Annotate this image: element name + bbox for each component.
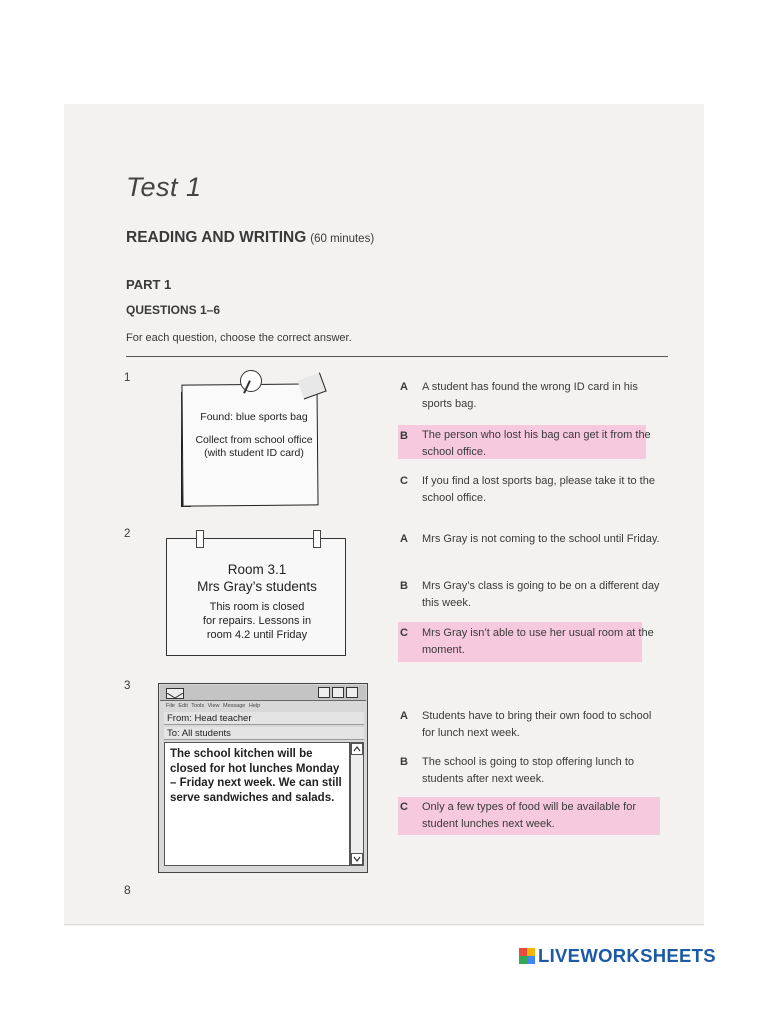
part-heading: PART 1: [126, 277, 172, 292]
option-text[interactable]: Mrs Gray is not coming to the school until Friday.: [422, 533, 660, 545]
scroll-up-icon[interactable]: [351, 743, 363, 755]
maximize-icon[interactable]: [332, 687, 344, 698]
option-text[interactable]: Only a few types of food will be available for student lunches next week.: [422, 801, 637, 830]
option-letter[interactable]: C: [400, 627, 408, 639]
email-menu-bar: File Edit Tools View Message Help: [166, 703, 261, 709]
page-bottom-edge: [64, 924, 704, 925]
option-text[interactable]: The person who lost his bag can get it from the school office.: [422, 429, 651, 458]
test-title: Test 1: [126, 172, 202, 202]
section-title: [126, 229, 374, 247]
liveworksheets-logo: [519, 945, 716, 967]
email-from: From: Head teacher: [164, 712, 364, 725]
close-icon[interactable]: [346, 687, 358, 698]
section-name: READING AND WRITING: [126, 229, 307, 246]
option-text[interactable]: A student has found the wrong ID card in his sports bag.: [422, 381, 638, 410]
option-letter[interactable]: A: [400, 710, 408, 722]
option-letter[interactable]: A: [400, 381, 408, 393]
notice-title: Mrs Gray’s students: [197, 579, 317, 594]
option-text[interactable]: Mrs Gray isn’t able to use her usual room at the moment.: [422, 627, 654, 656]
notice-line: Found: blue sports bag: [200, 411, 308, 423]
email-to: To: All students: [164, 727, 364, 740]
page-number: 8: [124, 883, 131, 897]
question-number: 1: [124, 372, 131, 384]
notice-body: for repairs. Lessons in: [202, 615, 312, 627]
logo-icon: [519, 948, 535, 964]
pin-icon: [240, 370, 262, 392]
option-letter[interactable]: B: [400, 430, 408, 442]
notice-body: room 4.2 until Friday: [206, 629, 308, 641]
question-number: 3: [124, 680, 131, 692]
notice-line: Collect from school office: [195, 434, 313, 446]
instruction-text: For each question, choose the correct answer.: [126, 332, 352, 344]
option-letter[interactable]: A: [400, 533, 408, 545]
section-duration: (60 minutes): [310, 233, 375, 245]
option-text[interactable]: Mrs Gray’s class is going to be on a different day this week.: [422, 580, 660, 609]
question-number: 2: [124, 528, 131, 540]
option-letter[interactable]: C: [400, 801, 408, 813]
notice-body: This room is closed: [209, 601, 305, 613]
divider: [126, 356, 668, 357]
option-text[interactable]: The school is going to stop offering lunch to students after next week.: [422, 756, 634, 785]
email-message: The school kitchen will be closed for hot lunches Monday – Friday next week. We can still serve sandwiches and salads.: [170, 748, 342, 804]
scrollbar[interactable]: [350, 742, 364, 866]
logo-text: LIVEWORKSHEETS: [538, 945, 716, 966]
option-text[interactable]: If you find a lost sports bag, please take it to the school office.: [422, 475, 655, 504]
questions-heading: QUESTIONS 1–6: [126, 303, 221, 317]
option-letter[interactable]: C: [400, 475, 408, 487]
tape-strip: [196, 530, 204, 548]
option-text[interactable]: Students have to bring their own food to school for lunch next week.: [422, 710, 652, 739]
notice-line: (with student ID card): [204, 447, 304, 459]
notice-title: Room 3.1: [227, 562, 287, 577]
minimize-icon[interactable]: [318, 687, 330, 698]
scroll-down-icon[interactable]: [351, 853, 363, 865]
envelope-icon: [166, 688, 184, 699]
tape-strip: [313, 530, 321, 548]
option-letter[interactable]: B: [400, 756, 408, 768]
option-letter[interactable]: B: [400, 580, 408, 592]
